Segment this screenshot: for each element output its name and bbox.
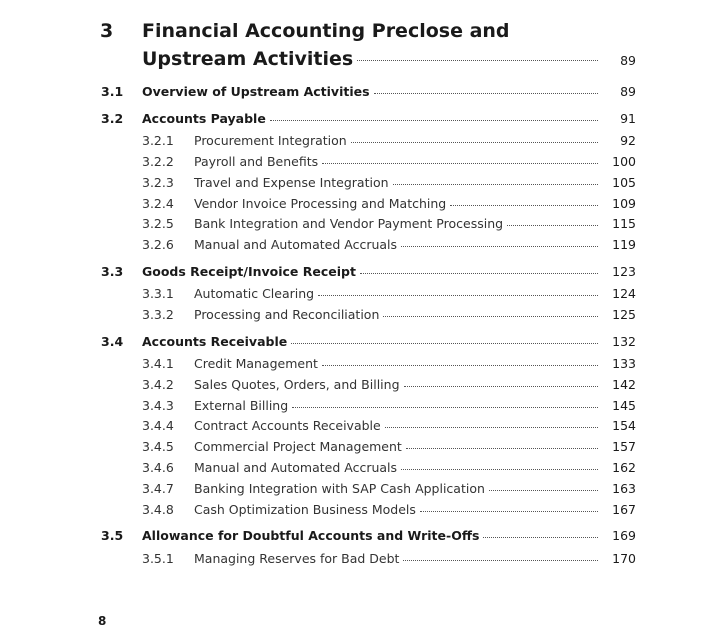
toc-subsection[interactable] (142, 398, 636, 413)
subsection-title[interactable]: Payroll and Benefits (194, 154, 319, 169)
subsection-title[interactable]: Processing and Reconciliation (194, 307, 380, 322)
dot-leader (393, 184, 598, 185)
subsection-title[interactable]: Cash Optimization Business Models (194, 502, 416, 517)
subsection-number: 3.4.1 (142, 356, 174, 371)
toc-section[interactable] (101, 111, 636, 126)
dot-leader (270, 120, 598, 121)
subsection-page-number[interactable]: 170 (612, 551, 636, 566)
toc-section[interactable] (101, 264, 636, 279)
toc-subsection[interactable] (142, 551, 636, 566)
subsection-title[interactable]: Banking Integration with SAP Cash Application (194, 481, 485, 496)
subsection-title[interactable]: Bank Integration and Vendor Payment Processing (194, 216, 504, 231)
subsection-title[interactable]: Sales Quotes, Orders, and Billing (194, 377, 400, 392)
subsection-number: 3.2.3 (142, 175, 174, 190)
subsection-title[interactable]: Automatic Clearing (194, 286, 315, 301)
section-title[interactable]: Accounts Payable (142, 111, 266, 126)
subsection-number: 3.4.7 (142, 481, 174, 496)
subsection-number: 3.2.1 (142, 133, 174, 148)
subsection-title[interactable]: External Billing (194, 398, 289, 413)
subsection-number: 3.5.1 (142, 551, 174, 566)
footer-page-number: 8 (98, 614, 107, 628)
subsection-number: 3.3.1 (142, 286, 174, 301)
toc-section[interactable] (101, 528, 636, 543)
subsection-number: 3.4.4 (142, 418, 174, 433)
section-number: 3.3 (101, 264, 124, 279)
dot-leader (360, 273, 598, 274)
section-title[interactable]: Overview of Upstream Activities (142, 84, 370, 99)
section-number: 3.1 (101, 84, 124, 99)
subsection-number: 3.4.6 (142, 460, 174, 475)
subsection-page-number[interactable]: 167 (612, 502, 636, 517)
subsection-page-number[interactable]: 157 (612, 439, 636, 454)
dot-leader (291, 343, 598, 344)
dot-leader (318, 295, 598, 296)
subsection-number: 3.3.2 (142, 307, 174, 322)
subsection-title[interactable]: Managing Reserves for Bad Debt (194, 551, 400, 566)
subsection-number: 3.2.6 (142, 237, 174, 252)
subsection-page-number[interactable]: 162 (612, 460, 636, 475)
subsection-page-number[interactable]: 142 (612, 377, 636, 392)
dot-leader (351, 142, 598, 143)
toc-subsection[interactable] (142, 154, 636, 169)
dot-leader (403, 560, 598, 561)
dot-leader (450, 205, 598, 206)
chapter-title-line2[interactable]: Upstream Activities (142, 48, 354, 70)
dot-leader (383, 316, 598, 317)
toc-subsection[interactable] (142, 196, 636, 211)
dot-leader (404, 386, 599, 387)
chapter-title-row[interactable] (142, 48, 636, 70)
dot-leader (401, 469, 598, 470)
toc-subsection[interactable] (142, 356, 636, 371)
section-page-number[interactable]: 89 (620, 84, 636, 99)
subsection-page-number[interactable]: 124 (612, 286, 636, 301)
toc-subsection[interactable] (142, 502, 636, 517)
dot-leader (483, 537, 598, 538)
toc-subsection[interactable] (142, 133, 636, 148)
subsection-title[interactable]: Contract Accounts Receivable (194, 418, 381, 433)
section-title[interactable]: Allowance for Doubtful Accounts and Write-Offs (142, 528, 480, 543)
subsection-number: 3.4.5 (142, 439, 174, 454)
section-number: 3.2 (101, 111, 124, 126)
toc-section[interactable] (101, 334, 636, 349)
subsection-page-number[interactable]: 163 (612, 481, 636, 496)
dot-leader (357, 60, 598, 61)
subsection-page-number[interactable]: 100 (612, 154, 636, 169)
subsection-page-number[interactable]: 154 (612, 418, 636, 433)
dot-leader (374, 93, 598, 94)
toc-subsection[interactable] (142, 307, 636, 322)
subsection-number: 3.2.5 (142, 216, 174, 231)
subsection-title[interactable]: Commercial Project Management (194, 439, 402, 454)
toc-subsection[interactable] (142, 439, 636, 454)
subsection-title[interactable]: Vendor Invoice Processing and Matching (194, 196, 447, 211)
dot-leader (507, 225, 598, 226)
subsection-page-number[interactable]: 105 (612, 175, 636, 190)
section-page-number[interactable]: 169 (612, 528, 636, 543)
dot-leader (401, 246, 598, 247)
dot-leader (489, 490, 598, 491)
section-number: 3.4 (101, 334, 124, 349)
subsection-title[interactable]: Manual and Automated Accruals (194, 460, 398, 475)
toc-subsection[interactable] (142, 377, 636, 392)
toc-subsection[interactable] (142, 237, 636, 252)
dot-leader (322, 365, 598, 366)
subsection-page-number[interactable]: 92 (620, 133, 636, 148)
subsection-title[interactable]: Manual and Automated Accruals (194, 237, 398, 252)
subsection-number: 3.4.3 (142, 398, 174, 413)
chapter-page-number[interactable]: 89 (620, 53, 636, 68)
section-number: 3.5 (101, 528, 124, 543)
toc-subsection[interactable] (142, 418, 636, 433)
section-page-number[interactable]: 123 (612, 264, 636, 279)
dot-leader (292, 407, 598, 408)
subsection-page-number[interactable]: 119 (612, 237, 636, 252)
subsection-title[interactable]: Procurement Integration (194, 133, 347, 148)
section-title[interactable]: Goods Receipt/Invoice Receipt (142, 264, 356, 279)
section-page-number[interactable]: 132 (612, 334, 636, 349)
dot-leader (420, 511, 598, 512)
subsection-page-number[interactable]: 109 (612, 196, 636, 211)
subsection-number: 3.2.4 (142, 196, 174, 211)
subsection-page-number[interactable]: 145 (612, 398, 636, 413)
toc-subsection[interactable] (142, 481, 636, 496)
subsection-title[interactable]: Credit Management (194, 356, 318, 371)
chapter-title-line1[interactable]: Financial Accounting Preclose and (142, 20, 510, 42)
toc-subsection[interactable] (142, 286, 636, 301)
subsection-page-number[interactable]: 115 (612, 216, 636, 231)
toc-subsection[interactable] (142, 216, 636, 231)
subsection-title[interactable]: Travel and Expense Integration (194, 175, 389, 190)
dot-leader (322, 163, 598, 164)
subsection-number: 3.4.2 (142, 377, 174, 392)
toc-subsection[interactable] (142, 175, 636, 190)
dot-leader (406, 448, 598, 449)
section-title[interactable]: Accounts Receivable (142, 334, 288, 349)
subsection-number: 3.4.8 (142, 502, 174, 517)
toc-subsection[interactable] (142, 460, 636, 475)
subsection-number: 3.2.2 (142, 154, 174, 169)
subsection-page-number[interactable]: 133 (612, 356, 636, 371)
dot-leader (385, 427, 598, 428)
chapter-number: 3 (100, 20, 114, 42)
subsection-page-number[interactable]: 125 (612, 307, 636, 322)
section-page-number[interactable]: 91 (620, 111, 636, 126)
toc-section[interactable] (101, 84, 636, 99)
